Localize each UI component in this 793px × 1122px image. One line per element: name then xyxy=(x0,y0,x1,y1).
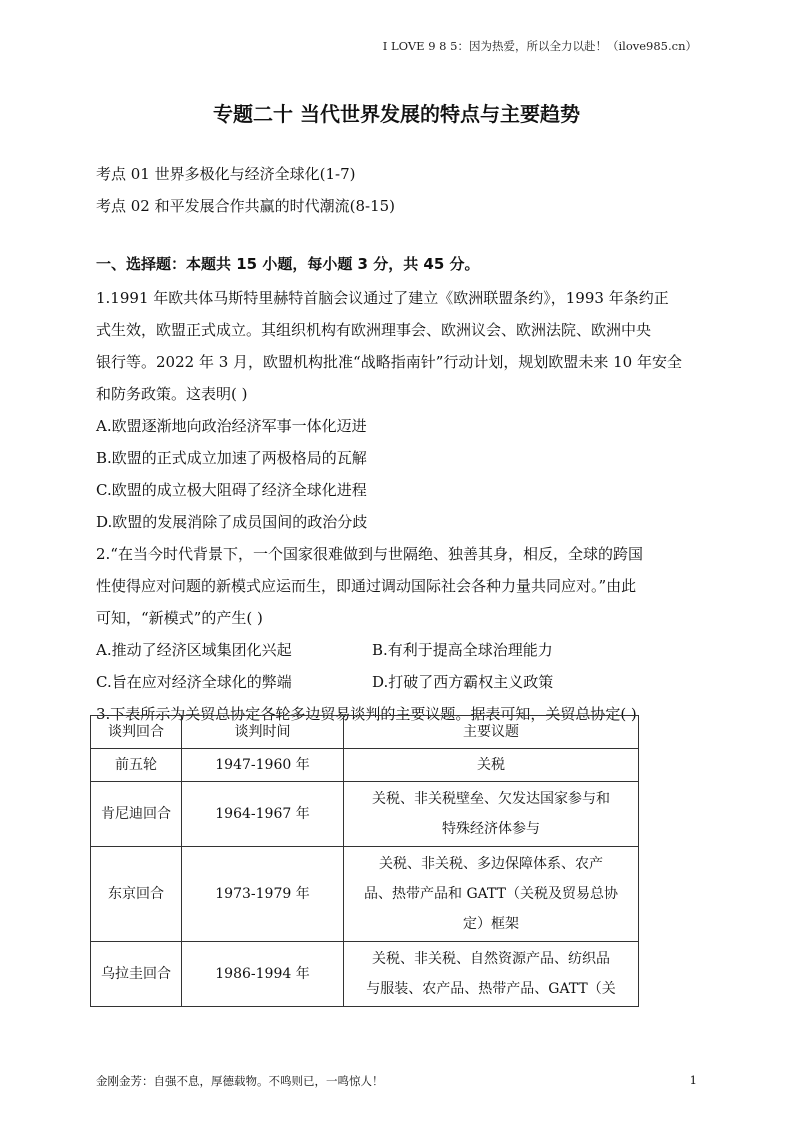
question-3-text: 3.下表所示为关贸总协定各轮多边贸易谈判的主要议题。据表可知，关贸总协定( ) xyxy=(96,705,637,723)
table-cell-time: 1947-1960 年 xyxy=(182,749,344,782)
page-title: 专题二十 当代世界发展的特点与主要趋势 xyxy=(213,102,580,126)
table-cell-round: 东京回合 xyxy=(91,847,182,942)
question-2-option-a: A.推动了经济区域集团化兴起 xyxy=(96,641,292,659)
table-cell-line: 品、热带产品和 GATT（关税及贸易总协 xyxy=(364,886,618,902)
question-2-text: 2.“在当今时代背景下，一个国家很难做到与世隔绝、独善其身，相反，全球的跨国 xyxy=(96,545,643,563)
topic-line: 考点 02 和平发展合作共赢的时代潮流(8-15) xyxy=(96,197,396,215)
question-1-option-d: D.欧盟的发展消除了成员国间的政治分歧 xyxy=(96,513,368,531)
question-1-text: 和防务政策。这表明( ) xyxy=(96,385,248,403)
table-cell-topics xyxy=(344,749,639,782)
table-cell-time: 1973-1979 年 xyxy=(182,847,344,942)
table-cell-topics xyxy=(344,847,639,942)
table-cell-line: 关税 xyxy=(477,757,505,773)
question-1-text: 1.1991 年欧共体马斯特里赫特首脑会议通过了建立《欧洲联盟条约》，1993 年条约正 xyxy=(96,289,669,307)
table-cell-topics xyxy=(344,942,639,1007)
table-cell-line: 特殊经济体参与 xyxy=(442,821,540,837)
table-cell-round: 肯尼迪回合 xyxy=(91,782,182,847)
table-header-cell: 谈判时间 xyxy=(182,716,344,749)
table-row xyxy=(91,847,639,942)
section-heading: 一、选择题：本题共 15 小题，每小题 3 分，共 45 分。 xyxy=(96,255,480,273)
table-row xyxy=(91,942,639,1007)
table-cell-round: 前五轮 xyxy=(91,749,182,782)
topic-line: 考点 01 世界多极化与经济全球化(1-7) xyxy=(96,165,356,183)
table-row xyxy=(91,749,639,782)
table-cell-time: 1986-1994 年 xyxy=(182,942,344,1007)
table-header-cell: 谈判回合 xyxy=(91,716,182,749)
page-header: I LOVE 9 8 5：因为热爱，所以全力以赴！（ilove985.cn） xyxy=(382,39,697,53)
question-1-text: 银行等。2022 年 3 月，欧盟机构批准“战略指南针”行动计划，规划欧盟未来 10 年安全 xyxy=(96,353,682,371)
table-cell-line: 定）框架 xyxy=(463,916,519,932)
question-1-option-b: B.欧盟的正式成立加速了两极格局的瓦解 xyxy=(96,449,367,467)
footer-motto: 金刚金芳：自强不息，厚德载物。不鸣则已，一鸣惊人！ xyxy=(96,1074,384,1088)
table-header-row xyxy=(91,716,639,749)
table-row xyxy=(91,782,639,847)
question-1-option-c: C.欧盟的成立极大阻碍了经济全球化进程 xyxy=(96,481,367,499)
question-2-option-d: D.打破了西方霸权主义政策 xyxy=(372,673,554,691)
table-cell-topics xyxy=(344,782,639,847)
table-cell-line: 关税、非关税壁垒、欠发达国家参与和 xyxy=(372,791,610,807)
table-cell-line: 关税、非关税、自然资源产品、纺织品 xyxy=(372,951,610,967)
question-1-option-a: A.欧盟逐渐地向政治经济军事一体化迈进 xyxy=(96,417,367,435)
question-1-text: 式生效，欧盟正式成立。其组织机构有欧洲理事会、欧洲议会、欧洲法院、欧洲中央 xyxy=(96,321,652,339)
table-cell-round: 乌拉圭回合 xyxy=(91,942,182,1007)
table-cell-line: 关税、非关税、多边保障体系、农产 xyxy=(379,856,603,872)
question-2-text: 性使得应对问题的新模式应运而生，即通过调动国际社会各种力量共同应对。”由此 xyxy=(96,577,637,595)
table-cell-time: 1964-1967 年 xyxy=(182,782,344,847)
question-2-option-b: B.有利于提高全球治理能力 xyxy=(372,641,553,659)
table-cell-line: 与服装、农产品、热带产品、GATT（关 xyxy=(366,981,616,997)
table-header-cell: 主要议题 xyxy=(344,716,639,749)
page-number: 1 xyxy=(689,1073,697,1087)
question-2-option-c: C.旨在应对经济全球化的弊端 xyxy=(96,673,292,691)
question-2-text: 可知，“新模式”的产生( ) xyxy=(96,609,263,627)
gatt-rounds-table xyxy=(90,715,639,1007)
